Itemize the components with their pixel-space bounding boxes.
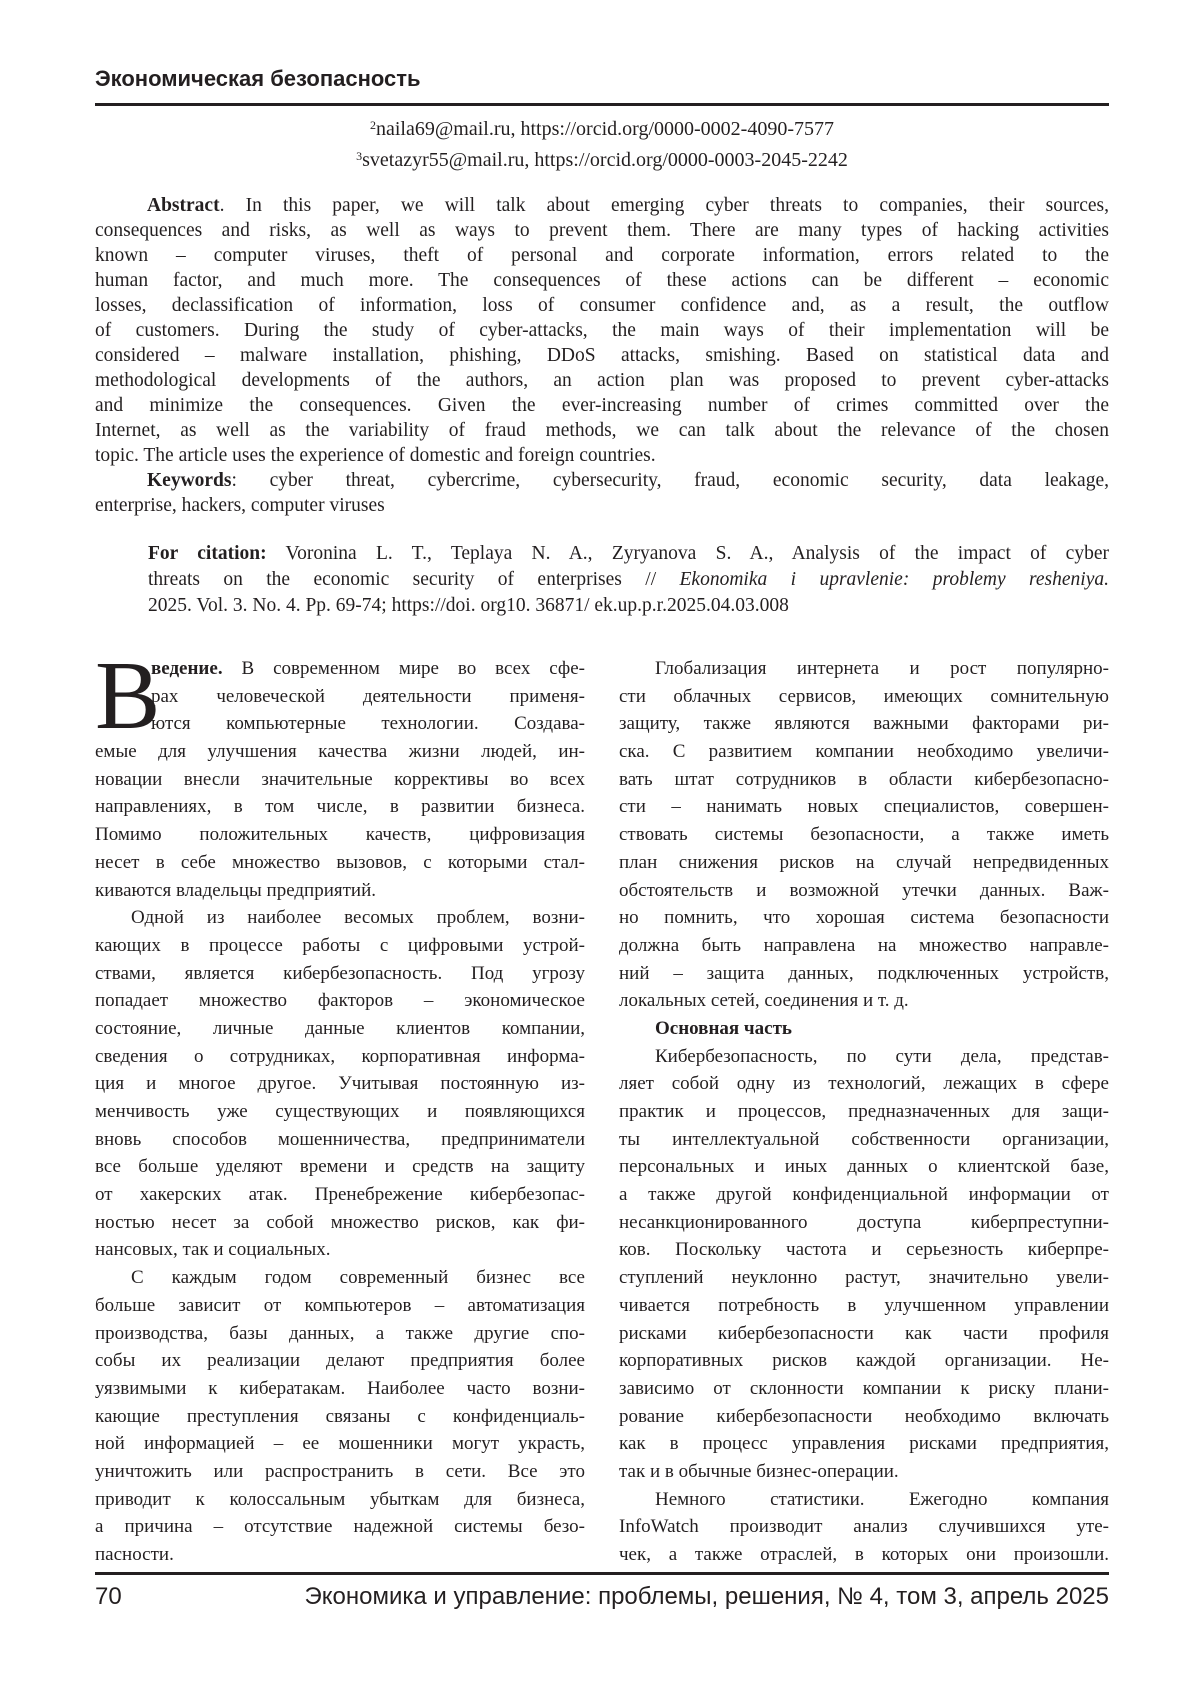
paragraph-line <box>619 849 1109 877</box>
abstract-text: of customers. During the study of cyber-attacks, the main ways of their implementation will be <box>95 320 1109 341</box>
line-text: сведения о сотрудниках, корпоративная информа- <box>95 1046 585 1067</box>
paragraph-line <box>95 1153 585 1181</box>
line-text: собы их реализации делают предприятия более <box>95 1350 585 1371</box>
line-text: В современном мире во всех сфе- <box>223 658 585 679</box>
lead-in: ведение. <box>151 658 223 679</box>
paragraph-line <box>619 960 1109 988</box>
line-text: рисками кибербезопасности как части профиля <box>619 1323 1109 1344</box>
line-text: но помнить, что хорошая система безопасности <box>619 907 1109 928</box>
paragraph-line <box>95 960 585 988</box>
line-text: Глобализация интернета и рост популярно- <box>655 658 1109 679</box>
line-text: обстоятельств и возможной утечки данных. Важ- <box>619 880 1109 901</box>
line-text: несет в себе множество вызовов, с которыми стал- <box>95 852 585 873</box>
paragraph-line <box>95 1236 585 1264</box>
line-text: сти облачных сервисов, имеющих сомнительную <box>619 686 1109 707</box>
abstract-line <box>95 368 1109 393</box>
abstract-text: and minimize the consequences. Given the ever-increasing number of crimes committed over the <box>95 395 1109 416</box>
abstract-line <box>95 318 1109 343</box>
paragraph-line <box>95 1070 585 1098</box>
footnote-mark: 3 <box>356 149 362 163</box>
paragraph-line <box>95 1430 585 1458</box>
abstract-text: known – computer viruses, theft of personal and corporate information, errors related to the <box>95 245 1109 266</box>
line-text: чек, а также отраслей, в которых они произошли. <box>619 1544 1109 1565</box>
author-contact-3 <box>95 143 1109 174</box>
line-text: Помимо положительных качеств, цифровизация <box>95 824 585 845</box>
paragraph-line <box>95 1403 585 1431</box>
paragraph-line <box>619 1320 1109 1348</box>
paragraph-line <box>95 904 585 932</box>
line-text: ступлений неуклонно растут, значительно увели- <box>619 1267 1109 1288</box>
paragraph-line <box>95 1292 585 1320</box>
paragraph-line <box>95 793 585 821</box>
line-text: корпоративных рисков каждой организации. Не- <box>619 1350 1109 1371</box>
line-text: состояние, личные данные клиентов компании, <box>95 1018 585 1039</box>
paragraph-line <box>95 1541 585 1569</box>
abstract-text: losses, declassification of information, loss of consumer confidence and, as a result, the outflow <box>95 295 1109 316</box>
paragraph-line <box>95 877 585 905</box>
author-contact-2 <box>95 112 1109 143</box>
line-text: новации внесли значительные коррективы во всех <box>95 769 585 790</box>
line-text: несанкционированного доступа киберпреступни- <box>619 1212 1109 1233</box>
keywords-line <box>95 468 1109 493</box>
paragraph-line <box>95 1015 585 1043</box>
paragraph-line <box>619 987 1109 1015</box>
paragraph-line <box>619 738 1109 766</box>
paragraph-line <box>619 904 1109 932</box>
journal-info: Экономика и управление: проблемы, решения, № 4, том 3, апрель 2025 <box>305 1583 1110 1611</box>
paragraph-line <box>619 710 1109 738</box>
citation-label: For citation: <box>148 543 267 564</box>
footer-divider <box>95 1572 1109 1575</box>
line-text: Кибербезопасность, по сути дела, представ- <box>655 1046 1109 1067</box>
paragraph-line <box>619 1209 1109 1237</box>
line-text: ются компьютерные технологии. Создава- <box>151 713 585 734</box>
keywords-text: : cyber threat, cybercrime, cybersecurity, fraud, economic security, data leakage, <box>232 470 1110 491</box>
page-footer <box>95 1583 1109 1611</box>
paragraph-line <box>619 1513 1109 1541</box>
abstract <box>95 193 1109 468</box>
paragraph-line <box>619 1347 1109 1375</box>
abstract-text: consequences and risks, as well as ways to prevent them. There are many types of hacking activities <box>95 220 1109 241</box>
line-text: сти – нанимать новых специалистов, совершен- <box>619 796 1109 817</box>
line-text: кающих в процессе работы с цифровыми устрой- <box>95 935 585 956</box>
line-text: вновь способов мошенничества, предприниматели <box>95 1129 585 1150</box>
line-text: ция и многое другое. Учитывая постоянную из- <box>95 1073 585 1094</box>
paragraph-line <box>619 877 1109 905</box>
page-number: 70 <box>95 1583 122 1611</box>
paragraph-line <box>619 1264 1109 1292</box>
paragraph-line <box>619 793 1109 821</box>
keywords-text: enterprise, hackers, computer viruses <box>95 495 385 516</box>
abstract-line <box>95 343 1109 368</box>
line-text: уязвимыми к кибератакам. Наиболее часто возни- <box>95 1378 585 1399</box>
paragraph-line <box>95 1458 585 1486</box>
line-text: а также другой конфиденциальной информации от <box>619 1184 1109 1205</box>
line-text: Немного статистики. Ежегодно компания <box>655 1489 1109 1510</box>
line-text: а причина – отсутствие надежной системы безо- <box>95 1516 585 1537</box>
line-text: направлениях, в том числе, в развитии бизнеса. <box>95 796 585 817</box>
abstract-text: topic. The article uses the experience of domestic and foreign countries. <box>95 445 656 466</box>
paragraph-line <box>619 683 1109 711</box>
paragraph-line <box>619 1541 1109 1569</box>
line-text: чивается потребность в улучшенном управлении <box>619 1295 1109 1316</box>
paragraph-line <box>619 1126 1109 1154</box>
line-text: ствами, является кибербезопасность. Под угрозу <box>95 963 585 984</box>
paragraph-line <box>95 932 585 960</box>
line-text: производства, базы данных, а также другие спо- <box>95 1323 585 1344</box>
abstract-text: considered – malware installation, phishing, DDoS attacks, smishing. Based on statistical data and <box>95 345 1109 366</box>
paragraph-line <box>95 1043 585 1071</box>
paragraph-line <box>95 766 585 794</box>
paragraph-line <box>619 1015 1109 1043</box>
abstract-text: Internet, as well as the variability of fraud methods, we can talk about the relevance of the chosen <box>95 420 1109 441</box>
paragraph-line <box>619 1430 1109 1458</box>
paragraph-line <box>95 1264 585 1292</box>
line-text: от хакерских атак. Пренебрежение кибербезопас- <box>95 1184 585 1205</box>
keywords <box>95 468 1109 518</box>
paragraph-line <box>619 655 1109 683</box>
paragraph-line <box>619 766 1109 794</box>
citation-text: Voronina L. T., Teplaya N. A., Zyryanova S. A., Analysis of the impact of cyber <box>267 543 1109 564</box>
paragraph-line <box>95 987 585 1015</box>
paragraph-line <box>619 1153 1109 1181</box>
paragraph-line <box>95 710 585 738</box>
line-text: киваются владельцы предприятий. <box>95 880 376 901</box>
line-text: защиту, также являются важными факторами ри- <box>619 713 1109 734</box>
line-text: ляет собой одну из технологий, лежащих в сфере <box>619 1073 1109 1094</box>
paragraph-line <box>95 1375 585 1403</box>
abstract-text: methodological developments of the authors, an action plan was proposed to prevent cyber-attacks <box>95 370 1109 391</box>
paragraph-line <box>619 1236 1109 1264</box>
line-text: кающие преступления связаны с конфиденциаль- <box>95 1406 585 1427</box>
citation <box>148 541 1109 619</box>
abstract-line <box>95 243 1109 268</box>
line-text: все больше уделяют времени и средств на защиту <box>95 1156 585 1177</box>
paragraph-line <box>95 655 585 683</box>
line-text: ты интеллектуальной собственности организации, <box>619 1129 1109 1150</box>
abstract-line <box>95 293 1109 318</box>
line-text: ков. Поскольку частота и серьезность киберпре- <box>619 1239 1109 1260</box>
footnote-mark: 2 <box>370 118 376 132</box>
abstract-text: . In this paper, we will talk about emerging cyber threats to companies, their sources, <box>220 195 1109 216</box>
line-text: рах человеческой деятельности применя- <box>151 686 585 707</box>
paragraph-line <box>619 1403 1109 1431</box>
paragraph-line <box>619 821 1109 849</box>
paragraph-line <box>619 1486 1109 1514</box>
line-text: план снижения рисков на случай непредвиденных <box>619 852 1109 873</box>
line-text: больше зависит от компьютеров – автоматизация <box>95 1295 585 1316</box>
abstract-line <box>95 418 1109 443</box>
drop-cap: В <box>95 654 160 738</box>
keywords-line <box>95 493 1109 518</box>
paragraph-line <box>619 1458 1109 1486</box>
abstract-line <box>95 268 1109 293</box>
line-text: зависимо от склонности компании к риску плани- <box>619 1378 1109 1399</box>
line-text: пасности. <box>95 1544 174 1565</box>
paragraph-line <box>95 1126 585 1154</box>
paragraph-line <box>619 1181 1109 1209</box>
paragraph-line <box>619 1098 1109 1126</box>
line-text: ностью несет за собой множество рисков, как фи- <box>95 1212 585 1233</box>
abstract-label: Abstract <box>147 195 220 216</box>
citation-line <box>148 593 1109 619</box>
line-text: ствовать системы безопасности, а также иметь <box>619 824 1109 845</box>
line-text: рование кибербезопасности необходимо включать <box>619 1406 1109 1427</box>
paragraph-line <box>95 1209 585 1237</box>
line-text: С каждым годом современный бизнес все <box>131 1267 585 1288</box>
line-text: практик и процессов, предназначенных для защи- <box>619 1101 1109 1122</box>
line-text: нансовых, так и социальных. <box>95 1239 331 1260</box>
contact-text: naila69@mail.ru, https://orcid.org/0000-0002-4090-7577 <box>376 118 834 140</box>
line-text: вать штат сотрудников в области кибербезопасно- <box>619 769 1109 790</box>
paragraph-line <box>95 1320 585 1348</box>
header-divider <box>95 103 1109 106</box>
paragraph-line <box>95 1513 585 1541</box>
line-text: так и в обычные бизнес-операции. <box>619 1461 899 1482</box>
line-text: попадает множество факторов – экономическое <box>95 990 585 1011</box>
line-text: InfoWatch производит анализ случившихся уте- <box>619 1516 1109 1537</box>
line-text: емые для улучшения качества жизни людей, ин- <box>95 741 585 762</box>
paragraph-line <box>95 683 585 711</box>
paragraph-line <box>95 738 585 766</box>
paragraph-line <box>95 1181 585 1209</box>
abstract-line <box>95 443 1109 468</box>
line-text: приводит к колоссальным убыткам для бизнеса, <box>95 1489 585 1510</box>
line-text: ной информацией – ее мошенники могут украсть, <box>95 1433 585 1454</box>
citation-doi: 2025. Vol. 3. No. 4. Pp. 69-74; https://doi. org10. 36871/ ek.up.p.r.2025.04.03.008 <box>148 595 789 616</box>
author-contacts <box>95 112 1109 174</box>
keywords-label: Keywords <box>147 470 232 491</box>
abstract-text: human factor, and much more. The consequences of these actions can be different – economic <box>95 270 1109 291</box>
journal-name: Ekonomika i upravlenie: problemy resheniya. <box>680 569 1109 590</box>
citation-text: threats on the economic security of enterprises // <box>148 569 680 590</box>
paragraph-line <box>95 821 585 849</box>
line-text: ска. С развитием компании необходимо увеличи- <box>619 741 1109 762</box>
paragraph-line <box>95 849 585 877</box>
paragraph-line <box>619 1043 1109 1071</box>
abstract-line <box>95 393 1109 418</box>
citation-line <box>148 541 1109 567</box>
line-text: персональных и иных данных о клиентской базе, <box>619 1156 1109 1177</box>
paragraph-line <box>95 1098 585 1126</box>
paragraph-line <box>95 1347 585 1375</box>
line-text: менчивость уже существующих и появляющихся <box>95 1101 585 1122</box>
line-text: должна быть направлена на множество направле- <box>619 935 1109 956</box>
paragraph-line <box>619 1292 1109 1320</box>
paragraph-line <box>619 1070 1109 1098</box>
line-text: локальных сетей, соединения и т. д. <box>619 990 909 1011</box>
line-text: уничтожить или распространить в сети. Все это <box>95 1461 585 1482</box>
line-text: как в процесс управления рисками предприятия, <box>619 1433 1109 1454</box>
contact-text: svetazyr55@mail.ru, https://orcid.org/0000-0003-2045-2242 <box>362 149 848 171</box>
paragraph-line <box>619 1375 1109 1403</box>
right-column <box>619 655 1109 1569</box>
abstract-line <box>95 193 1109 218</box>
paragraph-line <box>619 932 1109 960</box>
section-title: Экономическая безопасность <box>95 66 421 92</box>
line-text: ний – защита данных, подключенных устройств, <box>619 963 1109 984</box>
abstract-line <box>95 218 1109 243</box>
citation-line <box>148 567 1109 593</box>
subheading: Основная часть <box>655 1018 792 1039</box>
line-text: Одной из наиболее весомых проблем, возни- <box>131 907 585 928</box>
paragraph-line <box>95 1486 585 1514</box>
left-column <box>95 655 585 1569</box>
